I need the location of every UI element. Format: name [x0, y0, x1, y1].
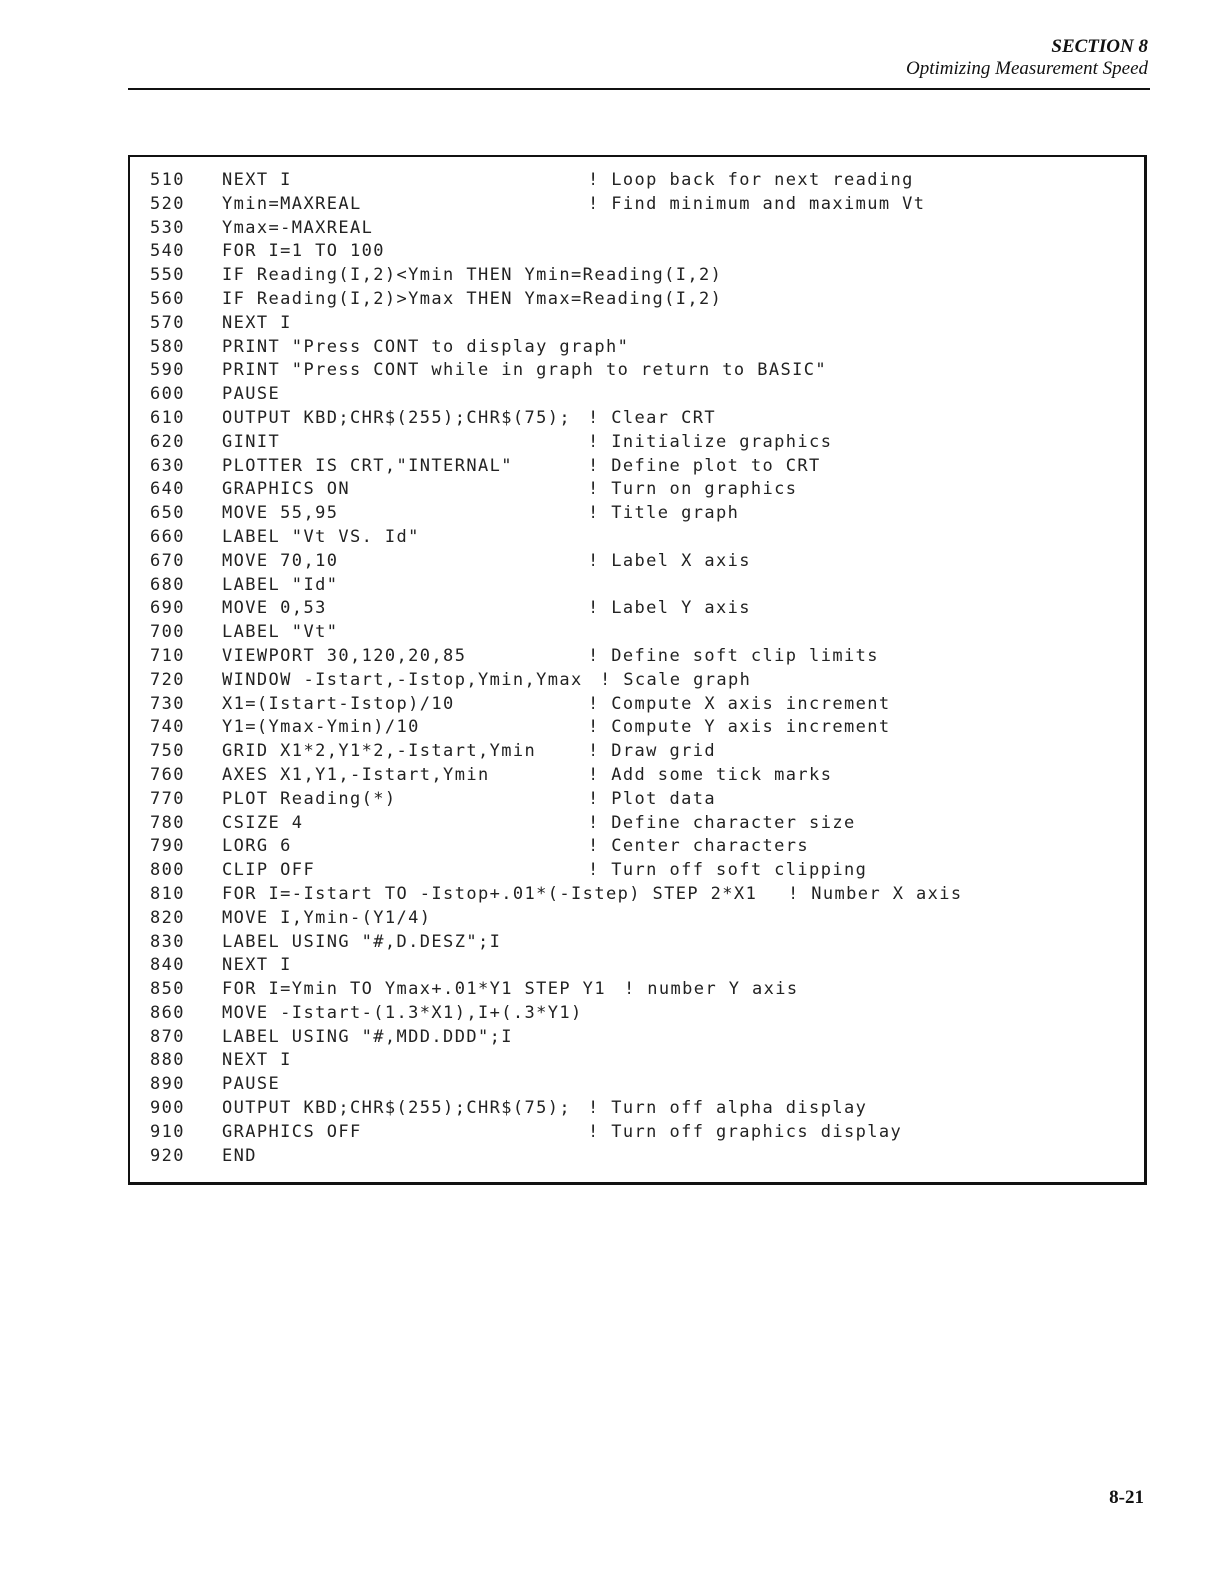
code-statement: MOVE 55,95 [222, 503, 339, 524]
code-statement: PRINT "Press CONT to display graph" [222, 336, 630, 357]
code-statement: AXES X1,Y1,-Istart,Ymin [222, 764, 490, 785]
code-comment: ! Clear CRT [588, 407, 716, 428]
code-statement: MOVE 70,10 [222, 550, 339, 571]
line-number: 640 [150, 479, 185, 500]
code-line [130, 431, 1144, 455]
line-number: 730 [150, 693, 185, 714]
line-number: 620 [150, 431, 185, 452]
header-rule [128, 88, 1150, 90]
code-comment: ! Draw grid [588, 741, 716, 762]
code-statement: PLOT Reading(*) [222, 788, 397, 809]
code-listing [128, 155, 1147, 1185]
code-line [130, 1097, 1144, 1121]
code-statement: IF Reading(I,2)>Ymax THEN Ymax=Reading(I,2) [222, 288, 723, 309]
code-line [130, 788, 1144, 812]
line-number: 820 [150, 907, 185, 928]
code-statement: GRAPHICS ON [222, 479, 350, 500]
line-number: 810 [150, 883, 185, 904]
line-number: 590 [150, 360, 185, 381]
code-statement: PAUSE [222, 1074, 281, 1095]
line-number: 770 [150, 788, 185, 809]
code-line [130, 835, 1144, 859]
code-statement: GINIT [222, 431, 281, 452]
line-number: 880 [150, 1050, 185, 1071]
line-number: 610 [150, 407, 185, 428]
code-line [130, 383, 1144, 407]
code-line [130, 407, 1144, 431]
line-number: 910 [150, 1121, 185, 1142]
line-number: 660 [150, 526, 185, 547]
line-number: 720 [150, 669, 185, 690]
line-number: 540 [150, 241, 185, 262]
code-statement: CSIZE 4 [222, 812, 304, 833]
code-comment: ! Add some tick marks [588, 764, 833, 785]
code-statement: GRID X1*2,Y1*2,-Istart,Ymin [222, 741, 537, 762]
code-line [130, 502, 1144, 526]
code-line [130, 336, 1144, 360]
code-comment: ! Find minimum and maximum Vt [588, 193, 926, 214]
code-line [130, 764, 1144, 788]
code-statement: GRAPHICS OFF [222, 1121, 362, 1142]
code-line [130, 169, 1144, 193]
code-statement: MOVE 0,53 [222, 598, 327, 619]
code-comment: ! Scale graph [600, 669, 752, 690]
line-number: 850 [150, 979, 185, 1000]
code-line [130, 978, 1144, 1002]
code-statement: PRINT "Press CONT while in graph to return to BASIC" [222, 360, 828, 381]
line-number: 740 [150, 717, 185, 738]
code-comment: ! Compute X axis increment [588, 693, 891, 714]
line-number: 860 [150, 1002, 185, 1023]
line-number: 760 [150, 764, 185, 785]
code-statement: FOR I=-Istart TO -Istop+.01*(-Istep) STEP 2*X1 [222, 883, 758, 904]
code-statement: OUTPUT KBD;CHR$(255);CHR$(75); [222, 407, 572, 428]
line-number: 680 [150, 574, 185, 595]
line-number: 790 [150, 836, 185, 857]
code-line [130, 597, 1144, 621]
code-comment: ! Turn off graphics display [588, 1121, 903, 1142]
line-number: 550 [150, 265, 185, 286]
code-comment: ! Compute Y axis increment [588, 717, 891, 738]
code-statement: FOR I=Ymin TO Ymax+.01*Y1 STEP Y1 [222, 979, 606, 1000]
code-statement: FOR I=1 TO 100 [222, 241, 385, 262]
code-line [130, 312, 1144, 336]
line-number: 560 [150, 288, 185, 309]
code-comment: ! Label X axis [588, 550, 751, 571]
code-line [130, 1073, 1144, 1097]
code-line [130, 478, 1144, 502]
code-line [130, 716, 1144, 740]
line-number: 630 [150, 455, 185, 476]
line-number: 750 [150, 741, 185, 762]
code-comment: ! Center characters [588, 836, 810, 857]
code-statement: PAUSE [222, 384, 281, 405]
code-line [130, 1145, 1144, 1169]
code-statement: MOVE -Istart-(1.3*X1),I+(.3*Y1) [222, 1002, 583, 1023]
section-subtitle: Optimizing Measurement Speed [905, 58, 1148, 79]
code-comment: ! Loop back for next reading [588, 170, 914, 190]
code-statement: LORG 6 [222, 836, 292, 857]
code-statement: Ymax=-MAXREAL [222, 217, 374, 238]
code-comment: ! Define soft clip limits [588, 645, 879, 666]
code-statement: LABEL "Id" [222, 574, 339, 595]
code-comment: ! Turn on graphics [588, 479, 798, 500]
code-line [130, 621, 1144, 645]
code-statement: LABEL "Vt VS. Id" [222, 526, 420, 547]
code-line [130, 526, 1144, 550]
line-number: 830 [150, 931, 185, 952]
line-number: 670 [150, 550, 185, 571]
code-line [130, 645, 1144, 669]
code-comment: ! Define character size [588, 812, 856, 833]
code-statement: LABEL USING "#,MDD.DDD";I [222, 1026, 513, 1047]
code-statement: LABEL "Vt" [222, 622, 339, 643]
line-number: 800 [150, 860, 185, 881]
code-statement: END [222, 1145, 257, 1166]
code-line [130, 574, 1144, 598]
line-number: 650 [150, 503, 185, 524]
code-line [130, 740, 1144, 764]
code-line [130, 1049, 1144, 1073]
code-statement: NEXT I [222, 170, 292, 190]
code-statement: CLIP OFF [222, 860, 316, 881]
code-comment: ! Number X axis [788, 883, 963, 904]
line-number: 780 [150, 812, 185, 833]
code-line [130, 1002, 1144, 1026]
line-number: 900 [150, 1098, 185, 1119]
line-number: 920 [150, 1145, 185, 1166]
code-statement: X1=(Istart-Istop)/10 [222, 693, 455, 714]
line-number: 530 [150, 217, 185, 238]
code-line [130, 550, 1144, 574]
page-header [906, 36, 1148, 80]
code-line [130, 193, 1144, 217]
code-line [130, 1121, 1144, 1145]
line-number: 600 [150, 384, 185, 405]
code-line [130, 264, 1144, 288]
code-statement: WINDOW -Istart,-Istop,Ymin,Ymax [222, 669, 583, 690]
code-statement: IF Reading(I,2)<Ymin THEN Ymin=Reading(I,2) [222, 265, 723, 286]
code-statement: Ymin=MAXREAL [222, 193, 362, 214]
code-statement: OUTPUT KBD;CHR$(255);CHR$(75); [222, 1098, 572, 1119]
code-comment: ! Initialize graphics [588, 431, 833, 452]
code-statement: NEXT I [222, 1050, 292, 1071]
code-line [130, 907, 1144, 931]
section-title: SECTION 8 [1051, 36, 1148, 57]
code-comment: ! Plot data [588, 788, 716, 809]
code-line [130, 883, 1144, 907]
code-statement: NEXT I [222, 312, 292, 333]
code-line [130, 954, 1144, 978]
code-line [130, 455, 1144, 479]
line-number: 710 [150, 645, 185, 666]
line-number: 890 [150, 1074, 185, 1095]
code-line [130, 812, 1144, 836]
code-line [130, 931, 1144, 955]
code-comment: ! Title graph [588, 503, 740, 524]
line-number: 690 [150, 598, 185, 619]
line-number: 840 [150, 955, 185, 976]
line-number: 870 [150, 1026, 185, 1047]
line-number: 520 [150, 193, 185, 214]
line-number: 700 [150, 622, 185, 643]
code-statement: PLOTTER IS CRT,"INTERNAL" [222, 455, 513, 476]
code-comment: ! Turn off soft clipping [588, 860, 868, 881]
code-line [130, 1026, 1144, 1050]
code-line [130, 859, 1144, 883]
code-statement: VIEWPORT 30,120,20,85 [222, 645, 467, 666]
code-line [130, 693, 1144, 717]
code-line [130, 288, 1144, 312]
code-statement: Y1=(Ymax-Ymin)/10 [222, 717, 420, 738]
code-line [130, 240, 1144, 264]
code-comment: ! number Y axis [624, 979, 799, 1000]
code-statement: MOVE I,Ymin-(Y1/4) [222, 907, 432, 928]
code-lines [130, 169, 1144, 1168]
code-statement: LABEL USING "#,D.DESZ";I [222, 931, 502, 952]
page-number: 8-21 [1109, 1487, 1144, 1508]
code-comment: ! Turn off alpha display [588, 1098, 868, 1119]
code-line [130, 359, 1144, 383]
line-number: 580 [150, 336, 185, 357]
code-comment: ! Label Y axis [588, 598, 751, 619]
line-number: 510 [150, 170, 185, 190]
line-number: 570 [150, 312, 185, 333]
code-line [130, 217, 1144, 241]
code-statement: NEXT I [222, 955, 292, 976]
code-comment: ! Define plot to CRT [588, 455, 821, 476]
code-line [130, 669, 1144, 693]
